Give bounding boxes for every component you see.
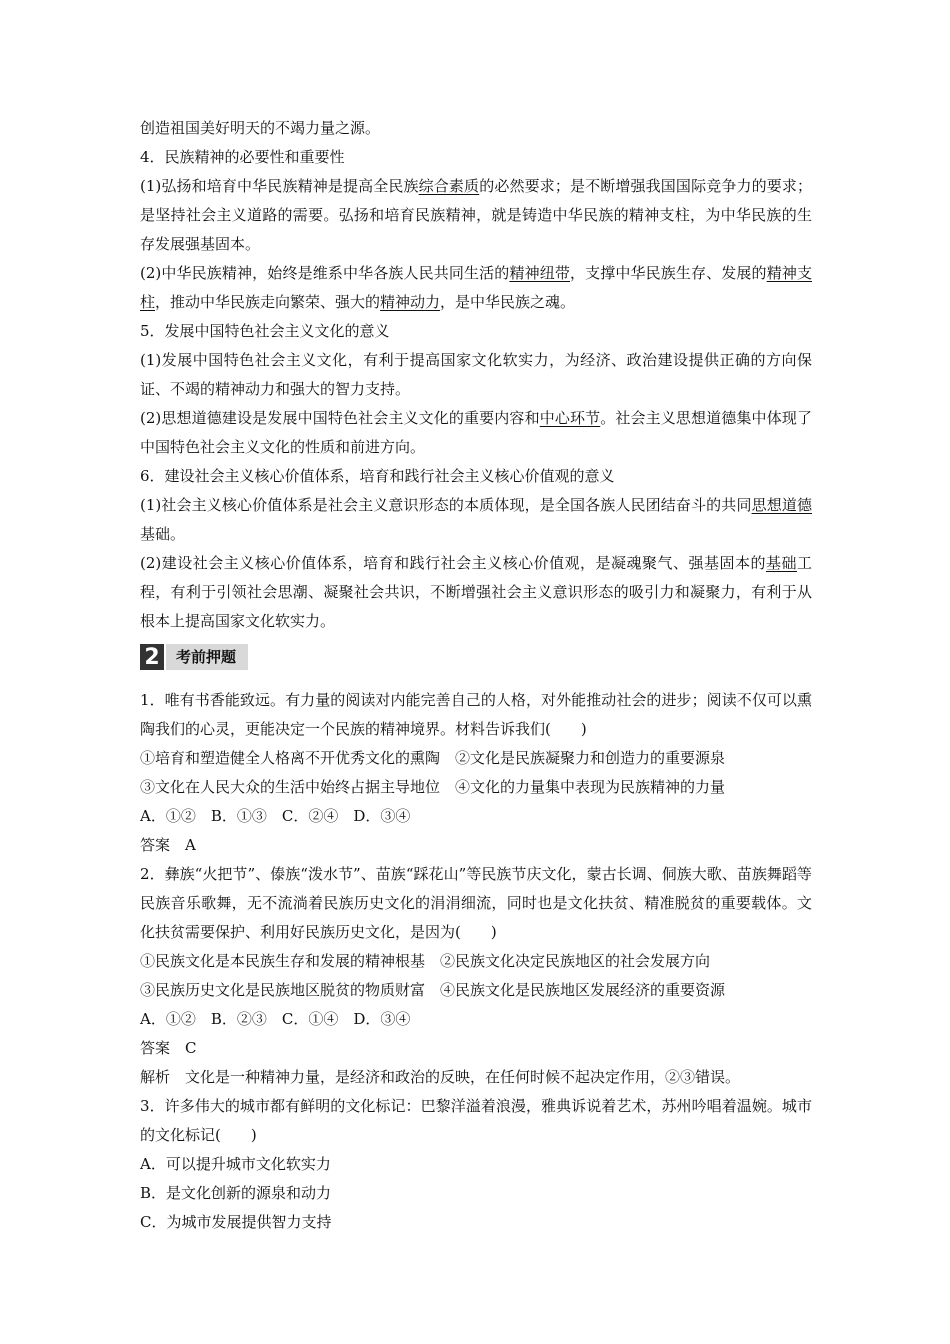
text-span: 的必然要求；是不断增强我国国际竞争力的要求；是坚持社会主义道路的需要。弘扬和培育民族精神，就是铸造中华民族的精神支柱，为中华民族的生存发展强基固本。 <box>140 177 812 253</box>
text-span: (1)发展中国特色社会主义文化，有利于提高国家文化软实力，为经济、政治建设提供正确的方向保证、不竭的精神动力和强大的智力支持。 <box>140 351 812 398</box>
text-span: ，支撑中华民族生存、发展的 <box>569 264 767 282</box>
text-span: 创造祖国美好明天的不竭力量之源。 <box>140 119 381 137</box>
text-line <box>140 947 812 976</box>
text-line <box>140 317 812 346</box>
text-span: (2)思想道德建设是发展中国特色社会主义文化的重要内容和 <box>140 409 540 427</box>
text-line <box>140 686 812 744</box>
text-span: 6．建设社会主义核心价值体系，培育和践行社会主义核心价值观的意义 <box>140 467 615 485</box>
question-section <box>140 686 812 1237</box>
text-line <box>140 172 812 259</box>
knowledge-section <box>140 114 812 636</box>
text-span: ①民族文化是本民族生存和发展的精神根基 ②民族文化决定民族地区的社会发展方向 <box>140 952 711 970</box>
text-span: B．是文化创新的源泉和动力 <box>140 1184 332 1202</box>
text-span: 答案 C <box>140 1039 197 1057</box>
text-span: (1)弘扬和培育中华民族精神是提高全民族 <box>140 177 419 195</box>
section-header <box>140 642 248 672</box>
section-number: 2 <box>140 644 164 670</box>
underlined-term: 精神动力 <box>380 293 441 311</box>
text-span: 5．发展中国特色社会主义文化的意义 <box>140 322 390 340</box>
text-line <box>140 114 812 143</box>
text-span: (2)中华民族精神，始终是维系中华各族人民共同生活的 <box>140 264 510 282</box>
text-span: ③民族历史文化是民族地区脱贫的物质财富 ④民族文化是民族地区发展经济的重要资源 <box>140 981 726 999</box>
text-span: C．为城市发展提供智力支持 <box>140 1213 332 1231</box>
text-line <box>140 1005 812 1034</box>
text-span: 2．彝族“火把节”、傣族“泼水节”、苗族“踩花山”等民族节庆文化，蒙古长调、侗族大歌、苗族舞蹈等民族音乐歌舞，无不流淌着民族历史文化的涓涓细流，同时也是文化扶贫、精准脱贫的重要载体。文化扶贫需要保护、利用好民族历史文化，是因为( ) <box>140 865 812 941</box>
section-title: 考前押题 <box>166 644 248 670</box>
text-span: ，推动中华民族走向繁荣、强大的 <box>155 293 381 311</box>
text-line <box>140 1092 812 1150</box>
text-span: 。社会主义思想道德集中体现了中国特色社会主义文化的性质和前进方向。 <box>140 409 812 456</box>
text-line <box>140 1063 812 1092</box>
text-span: (1)社会主义核心价值体系是社会主义意识形态的本质体现，是全国各族人民团结奋斗的共同 <box>140 496 752 514</box>
text-line <box>140 462 812 491</box>
text-line <box>140 831 812 860</box>
text-span: ，是中华民族之魂。 <box>440 293 576 311</box>
text-span: ③文化在人民大众的生活中始终占据主导地位 ④文化的力量集中表现为民族精神的力量 <box>140 778 726 796</box>
text-span: 4．民族精神的必要性和重要性 <box>140 148 345 166</box>
text-span: 3．许多伟大的城市都有鲜明的文化标记：巴黎洋溢着浪漫，雅典诉说着艺术，苏州吟唱着温婉。城市的文化标记( ) <box>140 1097 812 1144</box>
text-line <box>140 1034 812 1063</box>
text-line <box>140 773 812 802</box>
text-line <box>140 1179 812 1208</box>
text-line <box>140 346 812 404</box>
text-line <box>140 1208 812 1237</box>
text-line <box>140 860 812 947</box>
underlined-term: 综合素质 <box>418 177 480 195</box>
text-span: A．可以提升城市文化软实力 <box>140 1155 331 1173</box>
text-span: ①培育和塑造健全人格离不开优秀文化的熏陶 ②文化是民族凝聚力和创造力的重要源泉 <box>140 749 726 767</box>
text-line <box>140 744 812 773</box>
underlined-term: 中心环节 <box>539 409 601 427</box>
text-span: (2)建设社会主义核心价值体系，培育和践行社会主义核心价值观，是凝魂聚气、强基固本的 <box>140 554 766 572</box>
text-line <box>140 802 812 831</box>
underlined-term: 思想道德 <box>751 496 812 514</box>
text-span: 基础。 <box>140 525 186 543</box>
text-line <box>140 259 812 317</box>
text-line <box>140 976 812 1005</box>
text-span: A．①② B．②③ C．①④ D．③④ <box>140 1010 411 1028</box>
text-span: 答案 A <box>140 836 196 854</box>
text-span: 1．唯有书香能致远。有力量的阅读对内能完善自己的人格，对外能推动社会的进步；阅读不仅可以熏陶我们的心灵，更能决定一个民族的精神境界。材料告诉我们( ) <box>140 691 812 738</box>
text-line <box>140 143 812 172</box>
text-span: 工程，有利于引领社会思潮、凝聚社会共识，不断增强社会主义意识形态的吸引力和凝聚力，有利于从根本上提高国家文化软实力。 <box>140 554 812 630</box>
text-line <box>140 404 812 462</box>
underlined-term: 基础 <box>765 554 797 572</box>
text-line <box>140 1150 812 1179</box>
underlined-term: 精神纽带 <box>509 264 570 282</box>
underlined-term: 精神支柱 <box>140 264 812 311</box>
text-span: A．①② B．①③ C．②④ D．③④ <box>140 807 411 825</box>
text-line <box>140 549 812 636</box>
text-line <box>140 491 812 549</box>
text-span: 解析 文化是一种精神力量，是经济和政治的反映，在任何时候不起决定作用，②③错误。 <box>140 1068 741 1086</box>
